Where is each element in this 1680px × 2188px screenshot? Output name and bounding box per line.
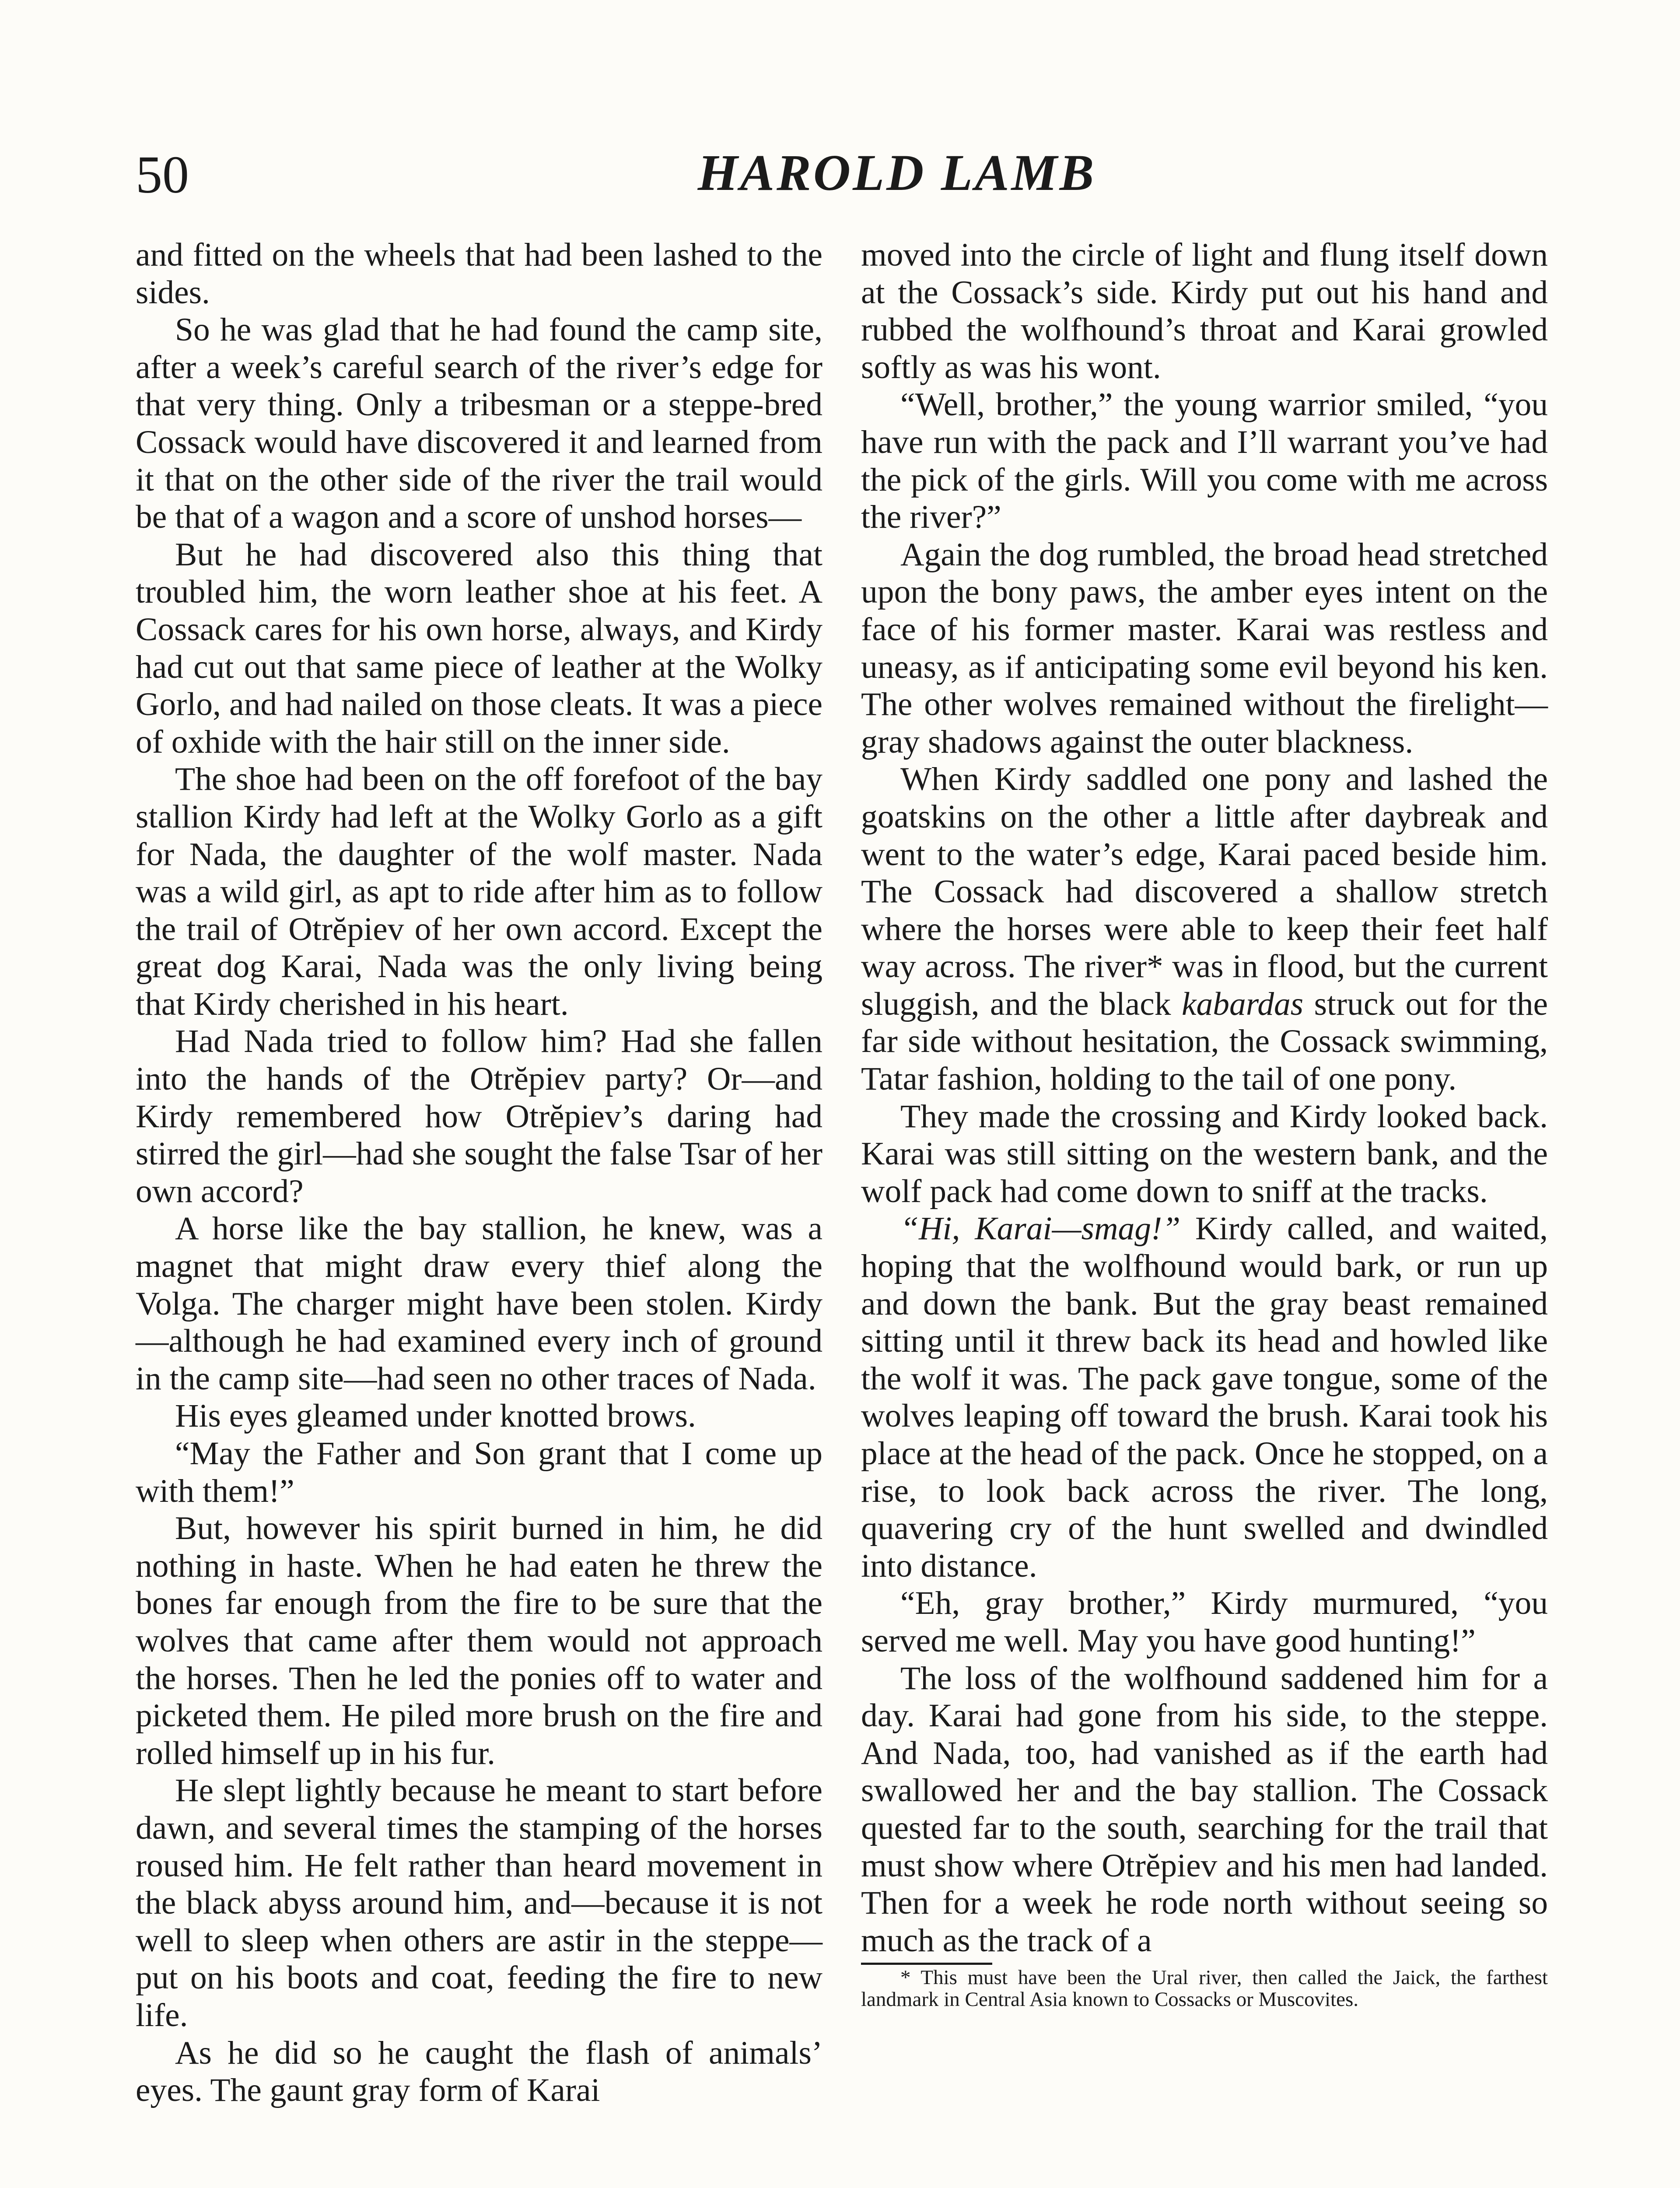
paragraph: He slept lightly because he meant to start before dawn, and several times the stamping of the horses roused him. He felt rather than heard movement in the black abyss around him, and—because it is not well to sleep when others are astir in the steppe— put on his boots and coat, feeding the fire to new life. (136, 1772, 822, 2034)
paragraph (861, 761, 1548, 1098)
footnote: * This must have been the Ural river, then called the Jaick, the farthest landmark in Central Asia known to Cossacks or Muscovites. (861, 1966, 1548, 2011)
paragraph-text: Kirdy called, and waited, hoping that the wolfhound would bark, or run up and down the bank. But the gray beast remained sitting until it threw back its head and howled like the wolf it was. The pack gave tongue, some of the wolves leaping off toward the brush. Karai took his place at the head of the pack. Once he stopped, on a rise, to look back across the river. The long, quavering cry of the hunt swelled and dwindled into distance. (861, 1210, 1548, 1584)
paragraph-text: struck out for the far side without hesitation, the Cossack swimming, Tatar fashion, holding to the tail of one pony. (861, 985, 1548, 1098)
italic-term: kabardas (1181, 985, 1304, 1022)
paragraph: So he was glad that he had found the camp site, after a week’s careful search of the river’s edge for that very thing. Only a tribesman or a steppe-bred Cossack would have discovered it and learned from it that on the other side of the river the trail would be that of a wagon and a score of unshod horses— (136, 312, 822, 536)
paragraph: But, however his spirit burned in him, he did nothing in haste. When he had eaten he threw the bones far enough from the fire to be sure that the wolves that came after them would not approach the horses. Then he led the ponies off to water and picketed them. He piled more brush on the fire and rolled himself up in his fur. (136, 1510, 822, 1771)
paragraph-text: When Kirdy saddled one pony and lashed the goatskins on the other a little after daybreak and went to the water’s edge, Karai paced beside him. The Cossack had discovered a shallow stretch where the horses were able to keep their feet half way across. The river* was in flood, but the current sluggish, and the black (861, 761, 1548, 1022)
paragraph: His eyes gleamed under knotted brows. (175, 1398, 696, 1434)
paragraph: moved into the circle of light and flung itself down at the Cossack’s side. Kirdy put out his hand and rubbed the wolfhound’s throat and Karai growled softly as was his wont. (861, 237, 1548, 386)
paragraph: A horse like the bay stallion, he knew, was a magnet that might draw every thief along the Volga. The charger might have been stolen. Kirdy—although he had examined every inch of ground in the camp site—had seen no other traces of Nada. (136, 1210, 822, 1397)
page-number: 50 (136, 145, 189, 204)
paragraph: The loss of the wolfhound saddened him for a day. Karai had gone from his side, to the steppe. And Nada, too, had vanished as if the earth had swallowed her and the bay stallion. The Cossack quested far to the south, searching for the trail that must show where Otrĕpiev and his men had landed. Then for a week he rode north without seeing so much as the track of a (861, 1660, 1548, 1959)
paragraph: and fitted on the wheels that had been lashed to the sides. (136, 237, 822, 311)
running-head: HAROLD LAMB (697, 144, 1096, 201)
paragraph: The shoe had been on the off forefoot of the bay stallion Kirdy had left at the Wolky Gorlo as a gift for Nada, the daughter of the wolf master. Nada was a wild girl, as apt to ride after him as to follow the trail of Otrĕpiev of her own accord. Except the great dog Karai, Nada was the only living being that Kirdy cherished in his heart. (136, 761, 822, 1022)
paragraph: “May the Father and Son grant that I come up with them!” (136, 1435, 822, 1509)
italic-quote: “Hi, Karai—smag!” (900, 1210, 1181, 1247)
paragraph (861, 1210, 1548, 1585)
right-column (861, 236, 1548, 2010)
paragraph: Had Nada tried to follow him? Had she fallen into the hands of the Otrĕpiev party? Or—and Kirdy remembered how Otrĕpiev’s daring had stirred the girl—had she sought the false Tsar of her own accord? (136, 1023, 822, 1210)
paragraph: They made the crossing and Kirdy looked back. Karai was still sitting on the western bank, and the wolf pack had come down to sniff at the tracks. (861, 1098, 1548, 1210)
paragraph: “Well, brother,” the young warrior smiled, “you have run with the pack and I’ll warrant you’ve had the pick of the girls. Will you come with me across the river?” (861, 386, 1548, 536)
page-header (136, 140, 1544, 210)
paragraph: “Eh, gray brother,” Kirdy murmured, “you served me well. May you have good hunting!” (861, 1585, 1548, 1659)
paragraph: Again the dog rumbled, the broad head stretched upon the bony paws, the amber eyes intent on the face of his former master. Karai was restless and uneasy, as if anticipating some evil beyond his ken. The other wolves remained without the firelight—gray shadows against the outer blackness. (861, 536, 1548, 760)
paragraph: But he had discovered also this thing that troubled him, the worn leather shoe at his feet. A Cossack cares for his own horse, always, and Kirdy had cut out that same piece of leather at the Wolky Gorlo, and had nailed on those cleats. It was a piece of oxhide with the hair still on the inner side. (136, 536, 822, 760)
left-column (136, 236, 822, 2109)
paragraph: As he did so he caught the flash of animals’ eyes. The gaunt gray form of Karai (136, 2034, 822, 2109)
